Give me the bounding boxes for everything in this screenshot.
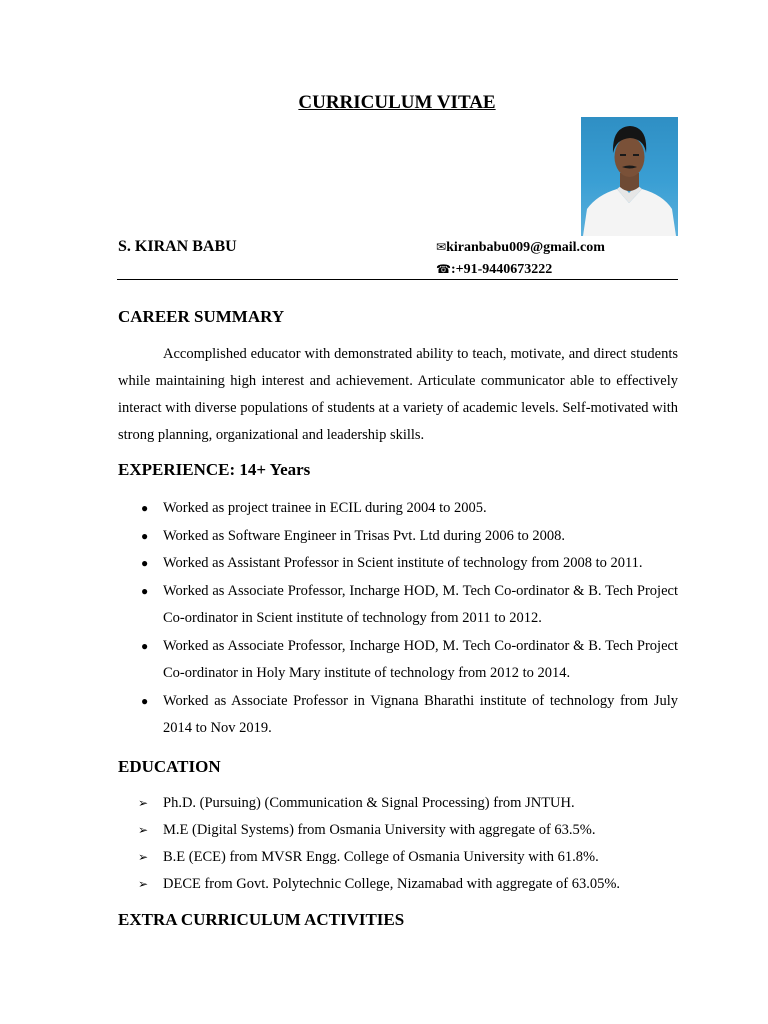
list-item: ● Worked as Assistant Professor in Scient institute of technology from 2008 to 2011. (118, 550, 678, 578)
phone-icon: ☎ (436, 262, 451, 276)
email-address[interactable]: kiranbabu009@gmail.com (446, 240, 605, 255)
phone-line (436, 262, 552, 278)
candidate-name: S. KIRAN BABU (118, 238, 237, 255)
email-icon: ✉ (436, 240, 447, 254)
arrow-bullet-icon: ➢ (138, 850, 149, 864)
extra-curricular-heading: EXTRA CURRICULUM ACTIVITIES (118, 910, 405, 929)
experience-list (118, 495, 678, 743)
bullet-icon: ● (141, 528, 149, 543)
email-line (436, 240, 605, 256)
bullet-icon: ● (141, 638, 149, 653)
bullet-icon: ● (141, 693, 149, 708)
education-heading: EDUCATION (118, 757, 221, 776)
list-item: ● Worked as Associate Professor, Incharge HOD, M. Tech Co-ordinator & B. Tech Project Co-ordinator in Holy Mary institute of technology from 2012 to 2014. (118, 633, 678, 688)
bullet-icon: ● (141, 501, 149, 515)
arrow-bullet-icon: ➢ (138, 877, 149, 891)
profile-photo-illustration (581, 117, 678, 236)
list-item: ● Worked as Associate Professor in Vignana Bharathi institute of technology from July 2014 to Nov 2019. (118, 688, 678, 743)
bullet-icon: ● (141, 556, 149, 570)
education-list (118, 790, 678, 898)
profile-photo (581, 117, 678, 236)
arrow-bullet-icon: ➢ (138, 823, 149, 837)
list-item: ➢ DECE from Govt. Polytechnic College, Nizamabad with aggregate of 63.05%. (118, 871, 678, 898)
list-item: ➢ Ph.D. (Pursuing) (Communication & Signal Processing) from JNTUH. (118, 790, 678, 817)
header-divider (117, 279, 678, 280)
career-summary-heading: CAREER SUMMARY (118, 307, 285, 326)
experience-heading: EXPERIENCE: 14+ Years (118, 460, 311, 479)
list-item: ● Worked as Software Engineer in Trisas Pvt. Ltd during 2006 to 2008. (118, 523, 678, 551)
list-item: ➢ M.E (Digital Systems) from Osmania University with aggregate of 63.5%. (118, 817, 678, 844)
career-summary-text: Accomplished educator with demonstrated ability to teach, motivate, and direct students while maintaining high interest and achievement. Articulate communicator able to effectively interact with diverse populations of students at a variety of academic levels. Self-motivated with strong planning, organizational and leadership skills. (118, 346, 678, 443)
phone-number[interactable]: :+91-9440673222 (450, 262, 553, 277)
list-item: ➢ B.E (ECE) from MVSR Engg. College of Osmania University with 61.8%. (118, 844, 678, 871)
document-title: CURRICULUM VITAE (298, 92, 496, 113)
list-item: ● Worked as project trainee in ECIL during 2004 to 2005. (118, 495, 678, 523)
arrow-bullet-icon: ➢ (138, 796, 149, 810)
bullet-icon: ● (141, 583, 149, 598)
list-item: ● Worked as Associate Professor, Incharge HOD, M. Tech Co-ordinator & B. Tech Project Co-ordinator in Scient institute of technology from 2011 to 2012. (118, 578, 678, 633)
